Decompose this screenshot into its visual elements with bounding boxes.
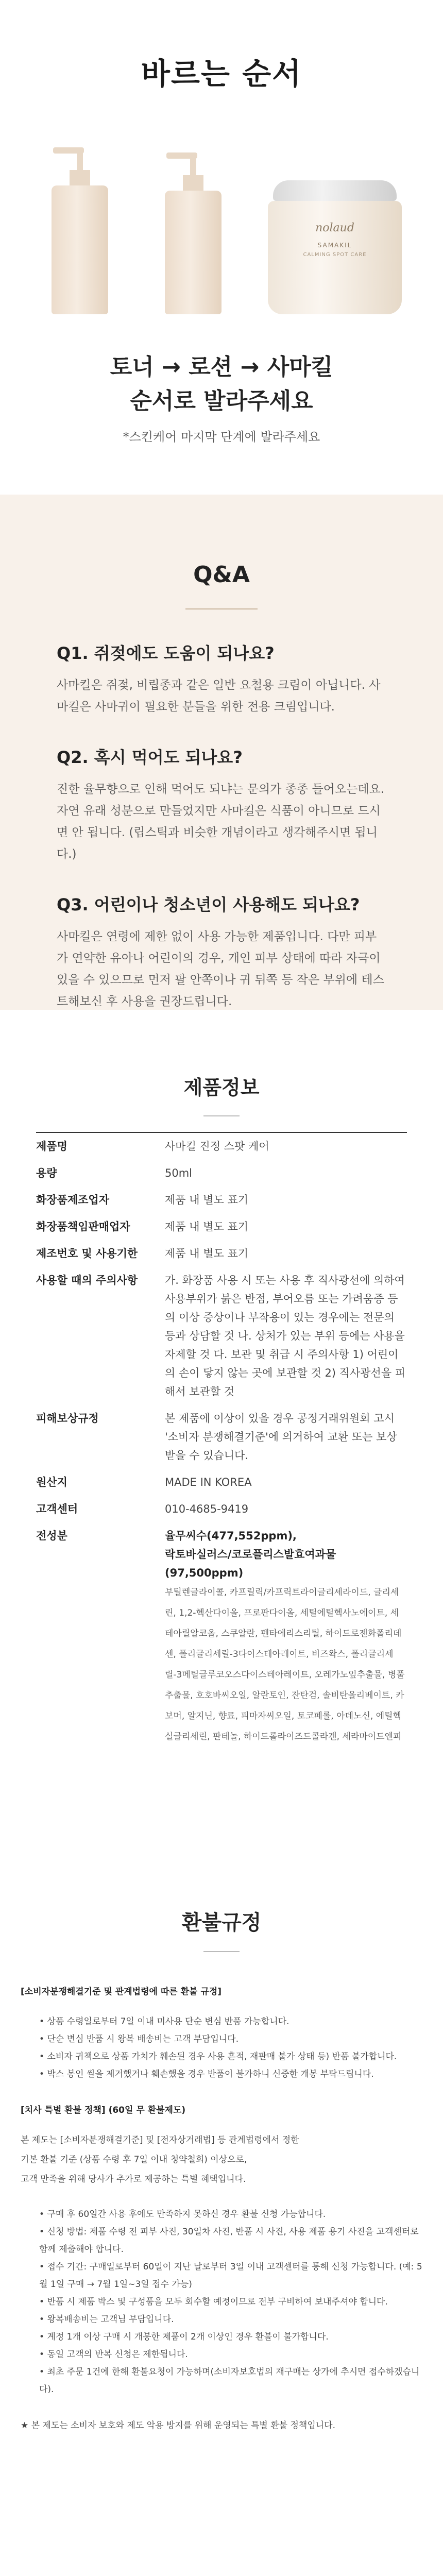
info-value: MADE IN KOREA: [165, 1476, 252, 1488]
usage-steps-line1: 토너 → 로션 → 사마킬: [110, 354, 333, 380]
info-divider: [203, 1115, 240, 1116]
refund-head2: [치사 특별 환불 정책] (60일 무 환불제도): [21, 2105, 186, 2115]
list-item: • 상품 수령일로부터 7일 이내 미사용 단순 변심 반품 가능합니다.: [39, 2013, 422, 2030]
qa-question: Q1. 쥐젖에도 도움이 되나요?: [57, 643, 275, 663]
ingredient-main: 율무씨수(477,552ppm),: [165, 1530, 297, 1542]
info-label: 고객센터: [36, 1503, 78, 1515]
refund-head1: [소비자분쟁해결기준 및 관계법령에 따른 환불 규정]: [21, 1987, 222, 1997]
jar-line1: SAMAKIL: [317, 242, 352, 249]
info-value: 사마킬 진정 스팟 케어: [165, 1140, 269, 1153]
info-row: [36, 1496, 407, 1522]
toner-bottle-image: [52, 139, 108, 314]
info-value-ingredients: [165, 1527, 407, 1747]
ingredient-second: 락토바실러스/코로플리스발효여과물(97,500ppm): [165, 1548, 336, 1579]
info-row: [36, 1405, 407, 1469]
info-row: [36, 1213, 407, 1240]
info-row: [36, 1187, 407, 1213]
qa-question: Q3. 어린이나 청소년이 사용해도 되나요?: [57, 895, 360, 914]
refund-list1: [21, 2013, 422, 2083]
refund-para: 본 제도는 [소비자분쟁해결기준] 및 [전자상거래법] 등 관계법령에서 정한: [21, 2135, 299, 2145]
samakil-jar-image: [268, 180, 402, 314]
list-item: • 접수 기간: 구매일로부터 60일이 지난 날로부터 3일 이내 고객센터를 통해 신청 가능합니다. (예: 5월 1일 구매 → 7월 1일~3일 접수 가능): [39, 2258, 422, 2293]
info-row: [36, 1522, 407, 1751]
refund-body: [21, 1983, 422, 2434]
usage-steps-line2: 순서로 발라주세요: [130, 388, 313, 414]
lotion-bottle-image: [165, 144, 222, 314]
list-item: • 왕복배송비는 고객님 부담입니다.: [39, 2311, 422, 2328]
refund-divider: [203, 1951, 240, 1952]
info-label: 사용할 때의 주의사항: [36, 1274, 138, 1286]
qa-item: [0, 892, 443, 1012]
usage-note: *스킨케어 마지막 단계에 발라주세요: [123, 430, 320, 444]
info-value: 제품 내 별도 표기: [165, 1221, 249, 1233]
info-label: 화장품제조업자: [36, 1194, 110, 1206]
jar-brand: nolaud: [315, 222, 354, 234]
list-item: • 구매 후 60일간 사용 후에도 만족하지 못하신 경우 환불 신청 가능합니다.: [39, 2206, 422, 2223]
qa-answer: 진한 율무향으로 인해 먹어도 되냐는 문의가 종종 들어오는데요. 자연 유래 성분으로 만들었지만 사마킬은 식품이 아니므로 드시면 안 됩니다. (립스틱과 비슷한 개념이라고 생각해주시면 됩니다.): [57, 783, 385, 861]
info-row: [36, 1240, 407, 1267]
list-item: • 반품 시 제품 박스 및 구성품을 모두 회수할 예정이므로 전부 구비하여 보내주셔야 합니다.: [39, 2293, 422, 2311]
product-images: [0, 118, 443, 325]
info-label: 제품명: [36, 1140, 67, 1153]
info-value: 제품 내 별도 표기: [165, 1194, 249, 1206]
qa-title: Q&A: [193, 562, 250, 588]
refund-para: 고객 만족을 위해 당사가 추가로 제공하는 특별 혜택입니다.: [21, 2174, 246, 2184]
qa-item: [0, 744, 443, 865]
jar-line2: CALMING SPOT CARE: [303, 252, 367, 258]
refund-title: 환불규정: [181, 1911, 262, 1935]
usage-title: 바르는 순서: [141, 56, 302, 91]
info-table: [36, 1132, 407, 1751]
qa-divider: [185, 608, 258, 609]
info-value: 010-4685-9419: [165, 1503, 249, 1515]
info-value: 본 제품에 이상이 있을 경우 공정거래위원회 고시 '소비자 분쟁해결기준'에 의거하여 교환 또는 보상 받을 수 있습니다.: [165, 1412, 397, 1462]
refund-section: [0, 1886, 443, 2576]
info-label: 피해보상규정: [36, 1412, 99, 1425]
list-item: • 최초 주문 1건에 한해 환불요청이 가능하며(소비자보호법의 재구매는 상가에 추시면 접수하겠습니다).: [39, 2363, 422, 2398]
info-row: [36, 1160, 407, 1187]
info-value: 50ml: [165, 1167, 193, 1179]
info-title: 제품정보: [183, 1076, 260, 1099]
qa-answer: 사마킬은 연령에 제한 없이 사용 가능한 제품입니다. 다만 피부가 연약한 유아나 어린이의 경우, 개인 피부 상태에 따라 자극이 있을 수 있으므로 먼저 팔 안쪽이나 귀 뒤쪽 등 작은 부위에 테스트해보신 후 사용을 권장드립니다.: [57, 930, 384, 1008]
info-value: 제품 내 별도 표기: [165, 1247, 249, 1260]
qa-item: [0, 640, 443, 718]
list-item: • 단순 변심 반품 시 왕복 배송비는 고객 부담입니다.: [39, 2030, 422, 2048]
info-row: [36, 1267, 407, 1405]
product-info-section: [0, 1010, 443, 1886]
usage-section: [0, 0, 443, 495]
list-item: • 동일 고객의 반복 신청은 제한됩니다.: [39, 2346, 422, 2363]
refund-list2: [21, 2206, 422, 2398]
list-item: • 박스 봉인 씰을 제거했거나 훼손했을 경우 반품이 불가하니 신중한 개봉 부탁드립니다.: [39, 2065, 422, 2083]
info-label: 전성분: [36, 1530, 67, 1542]
qa-section: [0, 495, 443, 1010]
info-row: [36, 1133, 407, 1160]
qa-answer: 사마킬은 쥐젖, 비립종과 같은 일반 요철용 크림이 아닙니다. 사마킬은 사마귀이 필요한 분들을 위한 전용 크림입니다.: [57, 679, 381, 714]
list-item: • 계정 1개 이상 구매 시 개봉한 제품이 2개 이상인 경우 환불이 불가합니다.: [39, 2328, 422, 2346]
list-item: • 신청 방법: 제품 수령 전 피부 사진, 30일차 사진, 반품 시 사진, 사용 제품 용기 사진을 고객센터로 함께 제출해야 합니다.: [39, 2223, 422, 2258]
info-label: 용량: [36, 1167, 57, 1179]
info-value: 가. 화장품 사용 시 또는 사용 후 직사광선에 의하여 사용부위가 붉은 반점, 부어오름 또는 가려움증 등의 이상 증상이나 부작용이 있는 경우에는 전문의 등과 상담할 것 나. 상처가 있는 부위 등에는 사용을 자제할 것 다. 보관 및 취급 시 주의사항 1) 어린이의 손이 닿지 않는 곳에 보관할 것 2) 직사광선을 피해서 보관할 것: [165, 1274, 406, 1398]
info-label: 원산지: [36, 1476, 67, 1488]
list-item: • 소비자 귀책으로 상품 가치가 훼손된 경우 사용 흔적, 재판매 불가 상태 등) 반품 불가합니다.: [39, 2048, 422, 2065]
info-label: 제조번호 및 사용기한: [36, 1247, 138, 1260]
usage-steps: [0, 350, 443, 418]
ingredient-list: 부틸렌글라이콜, 카프릴릭/카프릭트라이글리세라이드, 글리세린, 1,2-헥산다이올, 프로판다이올, 세틸에틸헥사노에이트, 세테아릴알코올, 스쿠알란, 펜타에리스리틸, 하이드로젠화폴리데센, 폴리글리세릴-3다이스테아레이트, 비즈왁스, 폴리글리세릴-3메틸글루코오스다이스테아레이트, 오레가노잎추출물, 병풀추출물, 호호바씨오일, 알란토인, 잔탄검, 솔비탄올리베이트, 카보머, 알지닌, 향료, 피마자씨오일, 토코페롤, 아데노신, 에틸헥실글리세린, 판테놀, 하이드롤라이즈드콜라겐, 세라마이드엔피: [165, 1587, 405, 1742]
info-row: [36, 1469, 407, 1496]
info-label: 화장품책임판매업자: [36, 1221, 130, 1233]
refund-footnote: ★ 본 제도는 소비자 보호와 제도 악용 방지를 위해 운영되는 특별 환불 정책입니다.: [21, 2420, 335, 2431]
refund-para: 기본 환불 기준 (상품 수령 후 7일 이내 청약철회) 이상으로,: [21, 2155, 247, 2165]
qa-question: Q2. 혹시 먹어도 되나요?: [57, 748, 243, 767]
